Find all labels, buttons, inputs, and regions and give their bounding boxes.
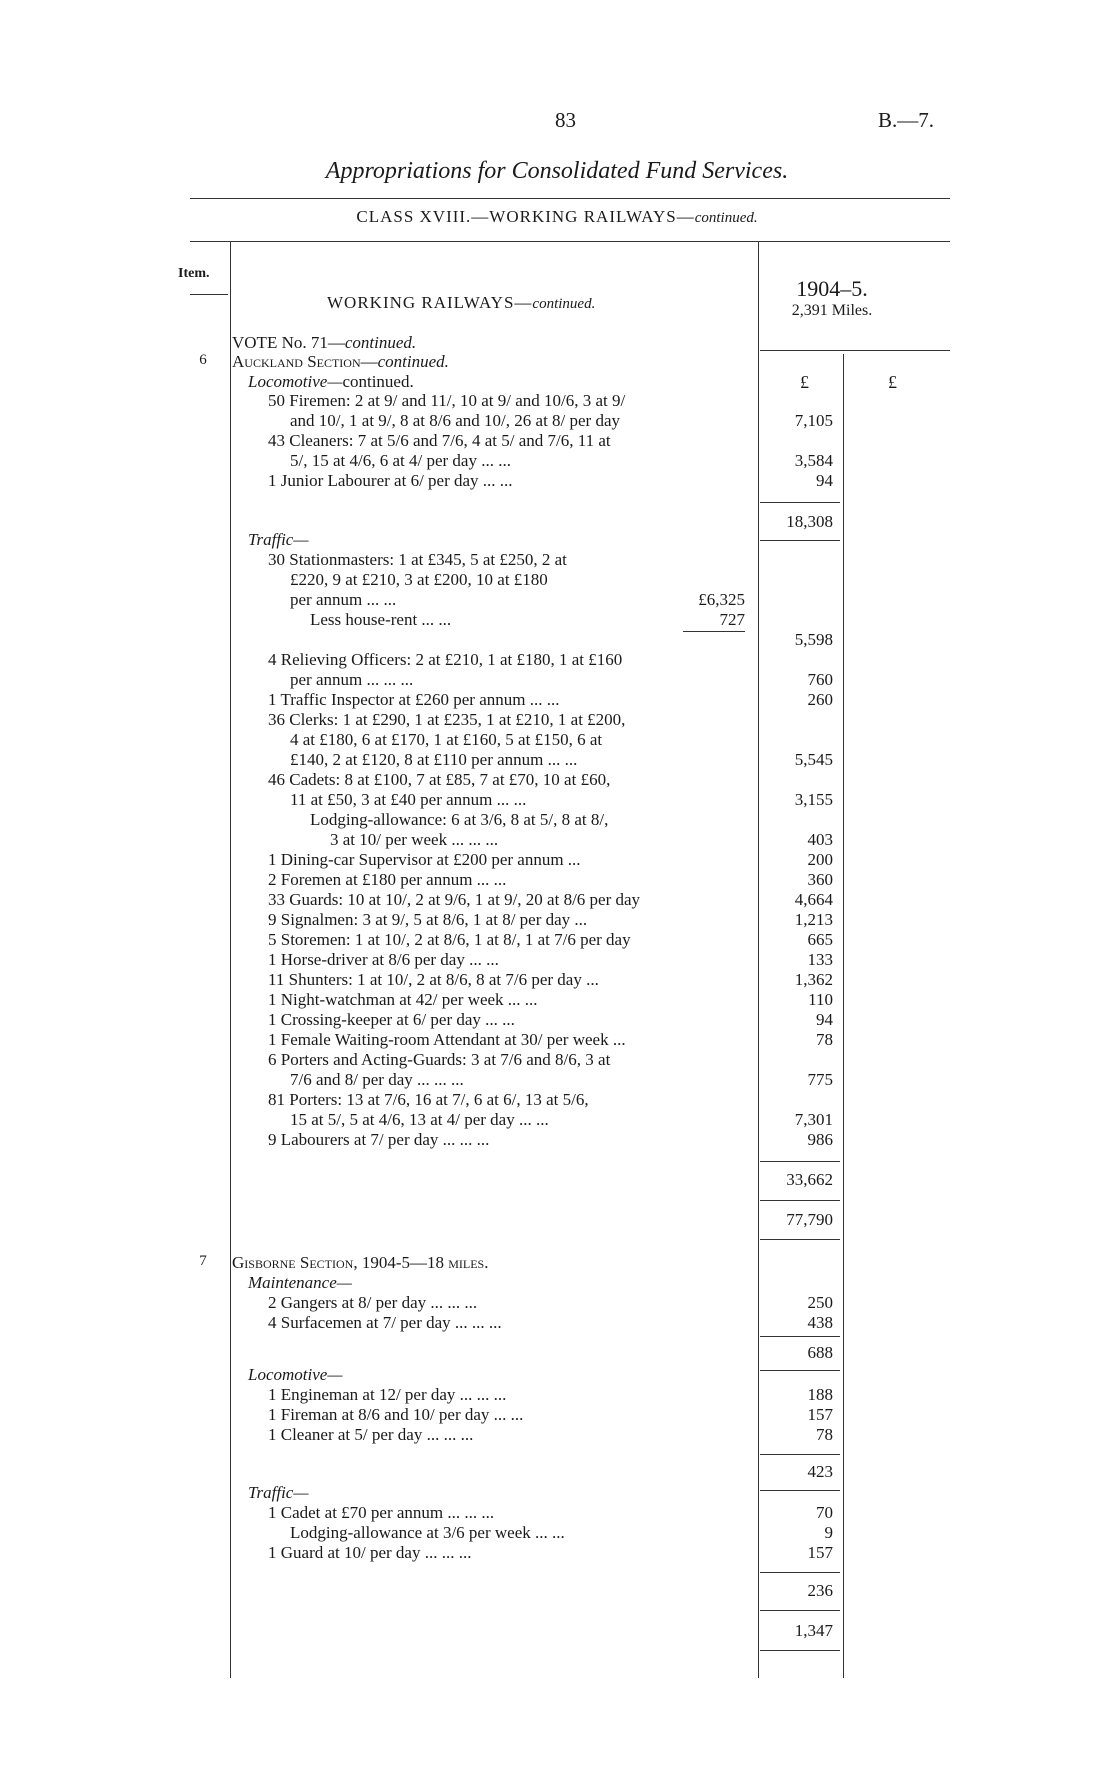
subtotal-rule bbox=[760, 1454, 840, 1455]
rule-under-class bbox=[190, 241, 950, 242]
loco-line: 50 Firemen: 2 at 9/ and 11/, 10 at 9/ and 10/6, 3 at 9/ bbox=[268, 391, 626, 410]
traffic-line: 1 Traffic Inspector at £260 per annum ... ... bbox=[268, 690, 560, 709]
traffic-line: 1 Crossing-keeper at 6/ per day ... ... bbox=[268, 1010, 515, 1029]
subtotal-rule bbox=[760, 540, 840, 541]
station-line: 30 Stationmasters: 1 at £345, 5 at £250, 2 at bbox=[268, 550, 567, 569]
amount: 3,155 bbox=[794, 790, 833, 809]
subtotal-amount: 236 bbox=[807, 1581, 833, 1600]
subtotal-rule bbox=[760, 1370, 840, 1371]
amount: 438 bbox=[807, 1313, 833, 1332]
amount: 760 bbox=[807, 670, 833, 689]
traffic-line: 1 Guard at 10/ per day ... ... ... bbox=[268, 1543, 472, 1562]
traffic-line: 9 Labourers at 7/ per day ... ... ... bbox=[268, 1130, 490, 1149]
amount: 94 bbox=[816, 471, 833, 490]
gisborne-traffic-heading: Traffic— bbox=[248, 1483, 309, 1502]
traffic-line: 4 Relieving Officers: 2 at £210, 1 at £180, 1 at £160 bbox=[268, 650, 623, 669]
header-item: Item. bbox=[178, 266, 210, 281]
traffic-line: 11 at £50, 3 at £40 per annum ... ... bbox=[290, 790, 527, 809]
header-title: WORKING RAILWAYS—continued. bbox=[327, 293, 596, 312]
amount: 157 bbox=[807, 1543, 833, 1562]
loco-line: and 10/, 1 at 9/, 8 at 8/6 and 10/, 26 at 8/ per day bbox=[290, 411, 621, 430]
loco-line: 5/, 15 at 4/6, 6 at 4/ per day ... ... bbox=[290, 451, 511, 470]
amount: 188 bbox=[807, 1385, 833, 1404]
station-subrule bbox=[683, 631, 745, 632]
amount: 7,105 bbox=[794, 411, 833, 430]
loco-line: 43 Cleaners: 7 at 5/6 and 7/6, 4 at 5/ and 7/6, 11 at bbox=[268, 431, 611, 450]
subtotal-amount: 688 bbox=[807, 1343, 833, 1362]
header-year: 1904–5. bbox=[796, 276, 868, 301]
rule-amount-right bbox=[843, 354, 844, 1678]
amount: 1,213 bbox=[794, 910, 833, 929]
rule-item-head bbox=[190, 294, 228, 295]
amount: 78 bbox=[816, 1030, 833, 1049]
amount: 3,584 bbox=[794, 451, 833, 470]
amount: 360 bbox=[807, 870, 833, 889]
item-number-6: 6 bbox=[199, 352, 207, 368]
amount: 986 bbox=[807, 1130, 833, 1149]
amount: 110 bbox=[808, 990, 833, 1009]
header-pound-2: £ bbox=[888, 372, 897, 392]
subtotal-rule bbox=[760, 1490, 840, 1491]
amount: 133 bbox=[807, 950, 833, 969]
subtotal-rule bbox=[760, 1200, 840, 1201]
loco-line: 1 Fireman at 8/6 and 10/ per day ... ... bbox=[268, 1405, 524, 1424]
amount: 4,664 bbox=[794, 890, 833, 909]
traffic-line: 5 Storemen: 1 at 10/, 2 at 8/6, 1 at 8/, 1 at 7/6 per day bbox=[268, 930, 631, 949]
traffic-line: 9 Signalmen: 3 at 9/, 5 at 8/6, 1 at 8/ per day ... bbox=[268, 910, 588, 929]
auckland-traffic-heading: Traffic— bbox=[248, 530, 309, 549]
traffic-line: 81 Porters: 13 at 7/6, 16 at 7/, 6 at 6/, 13 at 5/6, bbox=[268, 1090, 589, 1109]
auckland-section-heading: Auckland Section—continued. bbox=[232, 352, 449, 371]
section-total: 77,790 bbox=[786, 1210, 833, 1229]
amount: 9 bbox=[824, 1523, 833, 1542]
page-number: 83 bbox=[555, 108, 576, 132]
subtotal-rule bbox=[760, 1610, 840, 1611]
amount: 7,301 bbox=[794, 1110, 833, 1129]
subtotal-rule bbox=[760, 1239, 840, 1240]
amount: 665 bbox=[807, 930, 833, 949]
subtotal-rule bbox=[760, 1572, 840, 1573]
vote-heading: VOTE No. 71—continued. bbox=[232, 333, 417, 352]
amount: 775 bbox=[807, 1070, 833, 1089]
header-pound-1: £ bbox=[800, 372, 809, 392]
station-line: £220, 9 at £210, 3 at £200, 10 at £180 bbox=[290, 570, 548, 589]
traffic-line: 1 Cadet at £70 per annum ... ... ... bbox=[268, 1503, 495, 1522]
rule-year-head bbox=[760, 350, 950, 351]
amount: 157 bbox=[807, 1405, 833, 1424]
station-line: per annum ... ... bbox=[290, 590, 397, 609]
traffic-line: Lodging-allowance at 3/6 per week ... ... bbox=[290, 1523, 565, 1542]
traffic-line: 15 at 5/, 5 at 4/6, 13 at 4/ per day ... ... bbox=[290, 1110, 549, 1129]
traffic-line: 11 Shunters: 1 at 10/, 2 at 8/6, 8 at 7/6 per day ... bbox=[268, 970, 599, 989]
traffic-line: 6 Porters and Acting-Guards: 3 at 7/6 and 8/6, 3 at bbox=[268, 1050, 611, 1069]
amount: 78 bbox=[816, 1425, 833, 1444]
amount: 260 bbox=[807, 690, 833, 709]
subtotal-rule bbox=[760, 1336, 840, 1337]
traffic-line: 7/6 and 8/ per day ... ... ... bbox=[290, 1070, 464, 1089]
subtotal-amount: 33,662 bbox=[786, 1170, 833, 1189]
subtotal-amount: 18,308 bbox=[786, 512, 833, 531]
traffic-line: 1 Horse-driver at 8/6 per day ... ... bbox=[268, 950, 499, 969]
auckland-locomotive-heading: Locomotive—continued. bbox=[248, 372, 414, 391]
page-reference: B.—7. bbox=[878, 108, 935, 132]
traffic-line: 3 at 10/ per week ... ... ... bbox=[330, 830, 499, 849]
amount: 250 bbox=[807, 1293, 833, 1312]
maintenance-line: 2 Gangers at 8/ per day ... ... ... bbox=[268, 1293, 478, 1312]
traffic-line: 1 Night-watchman at 42/ per week ... ... bbox=[268, 990, 538, 1009]
gisborne-locomotive-heading: Locomotive— bbox=[248, 1365, 343, 1384]
station-subamount: 727 bbox=[719, 610, 745, 629]
amount: 403 bbox=[807, 830, 833, 849]
traffic-line: 2 Foremen at £180 per annum ... ... bbox=[268, 870, 507, 889]
subtotal-amount: 423 bbox=[807, 1462, 833, 1481]
amount: 94 bbox=[816, 1010, 833, 1029]
station-subamount: £6,325 bbox=[698, 590, 745, 609]
amount: 5,545 bbox=[794, 750, 833, 769]
traffic-line: 46 Cadets: 8 at £100, 7 at £85, 7 at £70, 10 at £60, bbox=[268, 770, 611, 789]
traffic-line: 1 Female Waiting-room Attendant at 30/ per week ... bbox=[268, 1030, 626, 1049]
subtotal-rule bbox=[760, 1161, 840, 1162]
amount: 5,598 bbox=[794, 630, 833, 649]
section-total: 1,347 bbox=[794, 1621, 833, 1640]
loco-line: 1 Junior Labourer at 6/ per day ... ... bbox=[268, 471, 513, 490]
station-line: Less house-rent ... ... bbox=[310, 610, 452, 629]
amount: 1,362 bbox=[794, 970, 833, 989]
traffic-line: £140, 2 at £120, 8 at £110 per annum ... ... bbox=[290, 750, 578, 769]
loco-line: 1 Engineman at 12/ per day ... ... ... bbox=[268, 1385, 507, 1404]
rule-top bbox=[190, 198, 950, 199]
traffic-line: 33 Guards: 10 at 10/, 2 at 9/6, 1 at 9/, 20 at 8/6 per day bbox=[268, 890, 641, 909]
maintenance-line: 4 Surfacemen at 7/ per day ... ... ... bbox=[268, 1313, 502, 1332]
traffic-line: 4 at £180, 6 at £170, 1 at £160, 5 at £150, 6 at bbox=[290, 730, 603, 749]
loco-line: 1 Cleaner at 5/ per day ... ... ... bbox=[268, 1425, 474, 1444]
traffic-line: per annum ... ... ... bbox=[290, 670, 414, 689]
amount: 200 bbox=[807, 850, 833, 869]
header-miles: 2,391 Miles. bbox=[791, 302, 873, 319]
page-subtitle: Appropriations for Consolidated Fund Services. bbox=[325, 158, 789, 184]
subtotal-rule bbox=[760, 502, 840, 503]
gisborne-section-heading: Gisborne Section, 1904-5—18 miles. bbox=[232, 1253, 489, 1272]
traffic-line: 1 Dining-car Supervisor at £200 per annum ... bbox=[268, 850, 581, 869]
subtotal-rule bbox=[760, 1650, 840, 1651]
traffic-line: Lodging-allowance: 6 at 3/6, 8 at 5/, 8 at 8/, bbox=[310, 810, 609, 829]
rule-item-column bbox=[230, 241, 231, 1678]
amount: 70 bbox=[816, 1503, 833, 1522]
class-line: CLASS XVIII.—WORKING RAILWAYS—continued. bbox=[356, 207, 758, 226]
item-number-7: 7 bbox=[199, 1253, 207, 1269]
gisborne-maintenance-heading: Maintenance— bbox=[248, 1273, 352, 1292]
traffic-line: 36 Clerks: 1 at £290, 1 at £235, 1 at £210, 1 at £200, bbox=[268, 710, 626, 729]
